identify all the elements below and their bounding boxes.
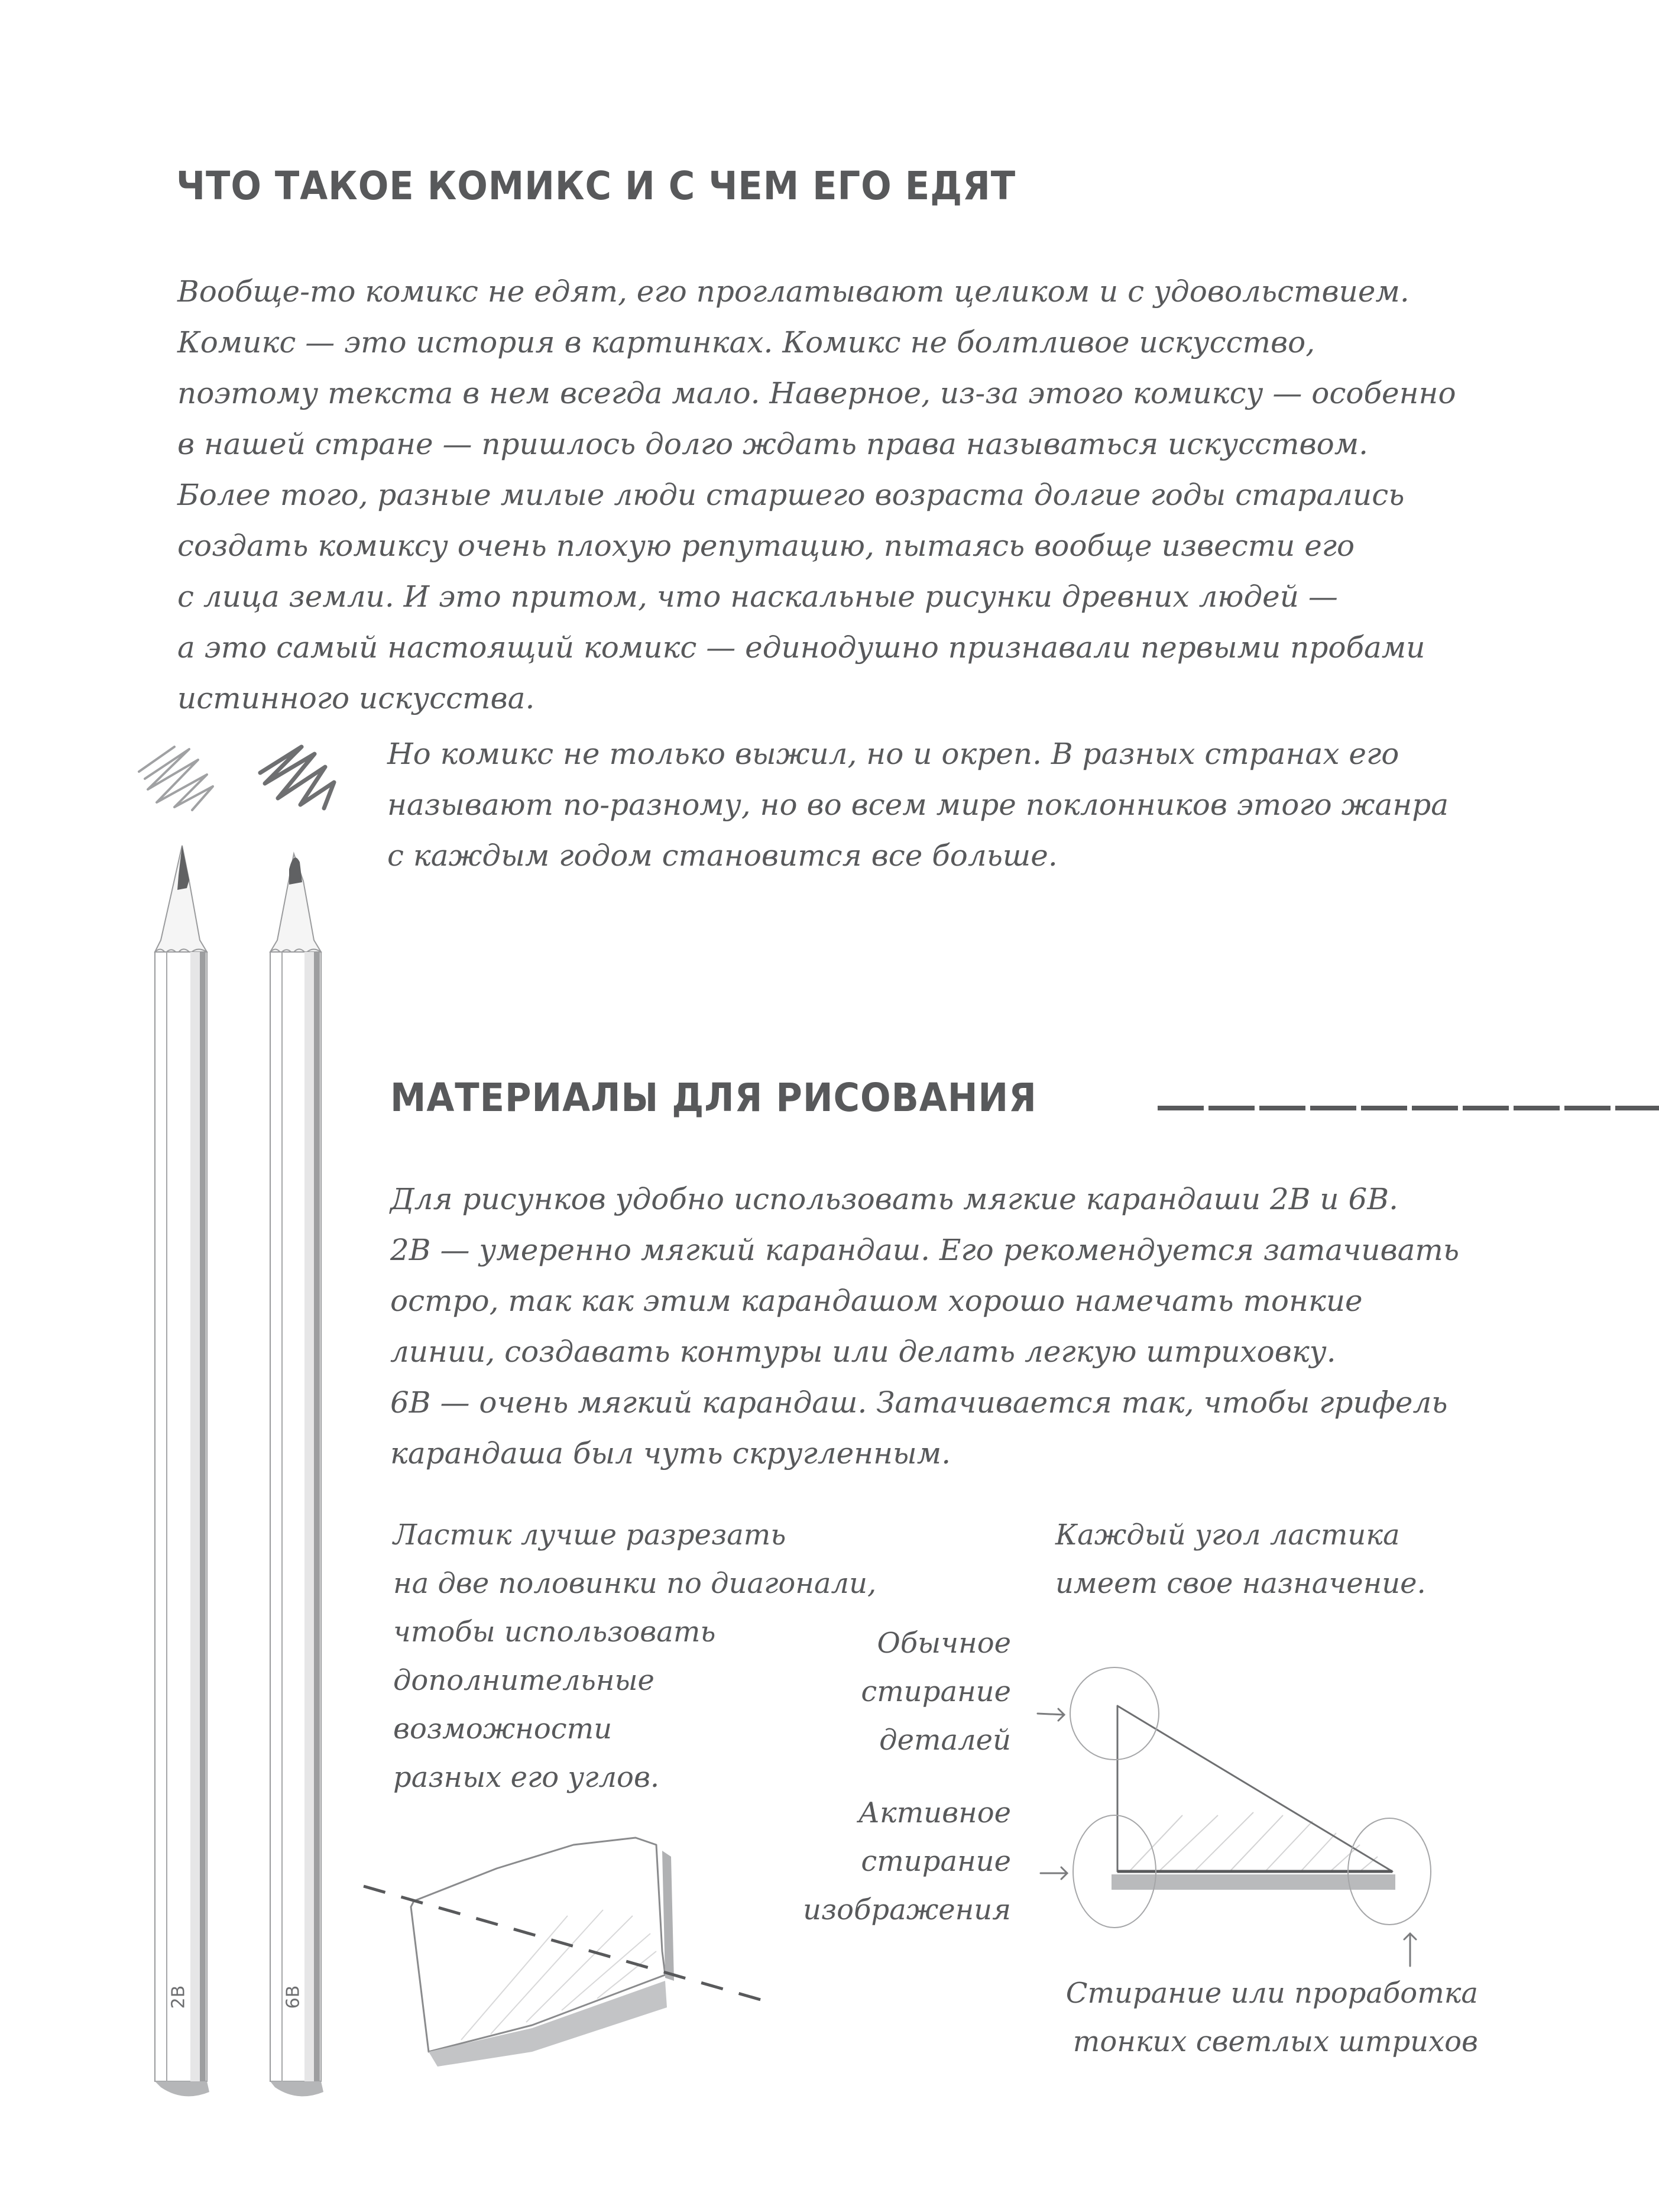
materials-paragraph [390, 1174, 1459, 1479]
text-line: а это самый настоящий комикс — единодушно признавали первыми пробами [177, 630, 1425, 665]
text-line: создать комиксу очень плохую репутацию, пытаясь вообще извести его [177, 529, 1355, 563]
text-line: называют по-разному, но во всем мире поклонников этого жанра [387, 788, 1449, 822]
text-line: Стирание или проработка [1065, 1977, 1478, 2010]
text-line: в нашей стране — пришлось долго ждать права называться искусством. [177, 427, 1369, 461]
pencil-2b-icon [148, 846, 219, 2111]
text-line: стирание [861, 1675, 1011, 1708]
scribble-6b-icon [254, 736, 349, 813]
section-title-drawing-materials: МАТЕРИАЛЫ ДЛЯ РИСОВАНИЯ [390, 1075, 1037, 1120]
pencil-6b-label: 6B [283, 1985, 304, 2009]
text-line: карандаша был чуть скругленным. [390, 1436, 951, 1471]
label-active-erasing [775, 1789, 1011, 1934]
eraser-corner-note [1055, 1511, 1426, 1608]
survival-paragraph [387, 728, 1449, 881]
scribble-2b-icon [133, 736, 228, 813]
eraser-diagonal-cut-icon [355, 1774, 804, 2081]
text-line: возможности [393, 1712, 613, 1745]
text-line: 6B — очень мягкий карандаш. Затачивается так, чтобы грифель [390, 1385, 1448, 1420]
text-line: поэтому текста в нем всегда мало. Наверное, из-за этого комиксу — особенно [177, 376, 1456, 410]
text-line: с лица земли. И это притом, что наскальные рисунки древних людей — [177, 579, 1338, 614]
text-line: на две половинки по диагонали, [393, 1567, 877, 1600]
pencil-6b-icon [263, 846, 334, 2111]
arrow-right-icon [1038, 1709, 1064, 1721]
text-line: дополнительные [393, 1664, 654, 1697]
text-line: изображения [803, 1893, 1011, 1926]
text-line: Комикс — это история в картинках. Комикс не болтливое искусство, [177, 325, 1315, 360]
text-line: стирание [861, 1845, 1011, 1878]
label-regular-erasing [798, 1619, 1011, 1764]
text-line: остро, так как этим карандашом хорошо намечать тонкие [390, 1284, 1363, 1318]
text-line: деталей [879, 1724, 1011, 1757]
text-line: чтобы использовать [393, 1615, 716, 1649]
text-line: Но комикс не только выжил, но и окреп. В разных странах его [387, 737, 1399, 771]
text-line: имеет свое назначение. [1055, 1567, 1426, 1600]
text-line: Ластик лучше разрезать [393, 1518, 786, 1552]
arrow-right-icon [1041, 1867, 1067, 1879]
intro-paragraph [177, 266, 1456, 724]
eraser-corners-diagram [1005, 1644, 1478, 1975]
text-line: Более того, разные милые люди старшего возраста долгие годы старались [177, 478, 1405, 512]
label-fine-strokes [1005, 1969, 1478, 2066]
heading-dashed-rule [1158, 1106, 1659, 1110]
text-line: 2B — умеренно мягкий карандаш. Его рекомендуется затачивать [390, 1233, 1460, 1267]
text-line: Каждый угол ластика [1055, 1518, 1400, 1552]
text-line: Обычное [877, 1627, 1011, 1660]
text-line: Для рисунков удобно использовать мягкие карандаши 2B и 6B. [390, 1182, 1398, 1216]
pencil-2b-label: 2B [168, 1985, 189, 2009]
arrow-up-icon [1404, 1934, 1416, 1966]
text-line: Активное [858, 1796, 1011, 1829]
text-line: истинного искусства. [177, 681, 535, 715]
section-title-what-is-comic: ЧТО ТАКОЕ КОМИКС И С ЧЕМ ЕГО ЕДЯТ [176, 163, 1016, 209]
text-line: с каждым годом становится все больше. [387, 838, 1058, 873]
text-line: тонких светлых штрихов [1072, 2025, 1478, 2058]
text-line: Вообще-то комикс не едят, его проглатывают целиком и с удовольствием. [177, 274, 1409, 309]
text-line: линии, создавать контуры или делать легкую штриховку. [390, 1335, 1336, 1369]
text-line: разных его углов. [393, 1761, 660, 1794]
